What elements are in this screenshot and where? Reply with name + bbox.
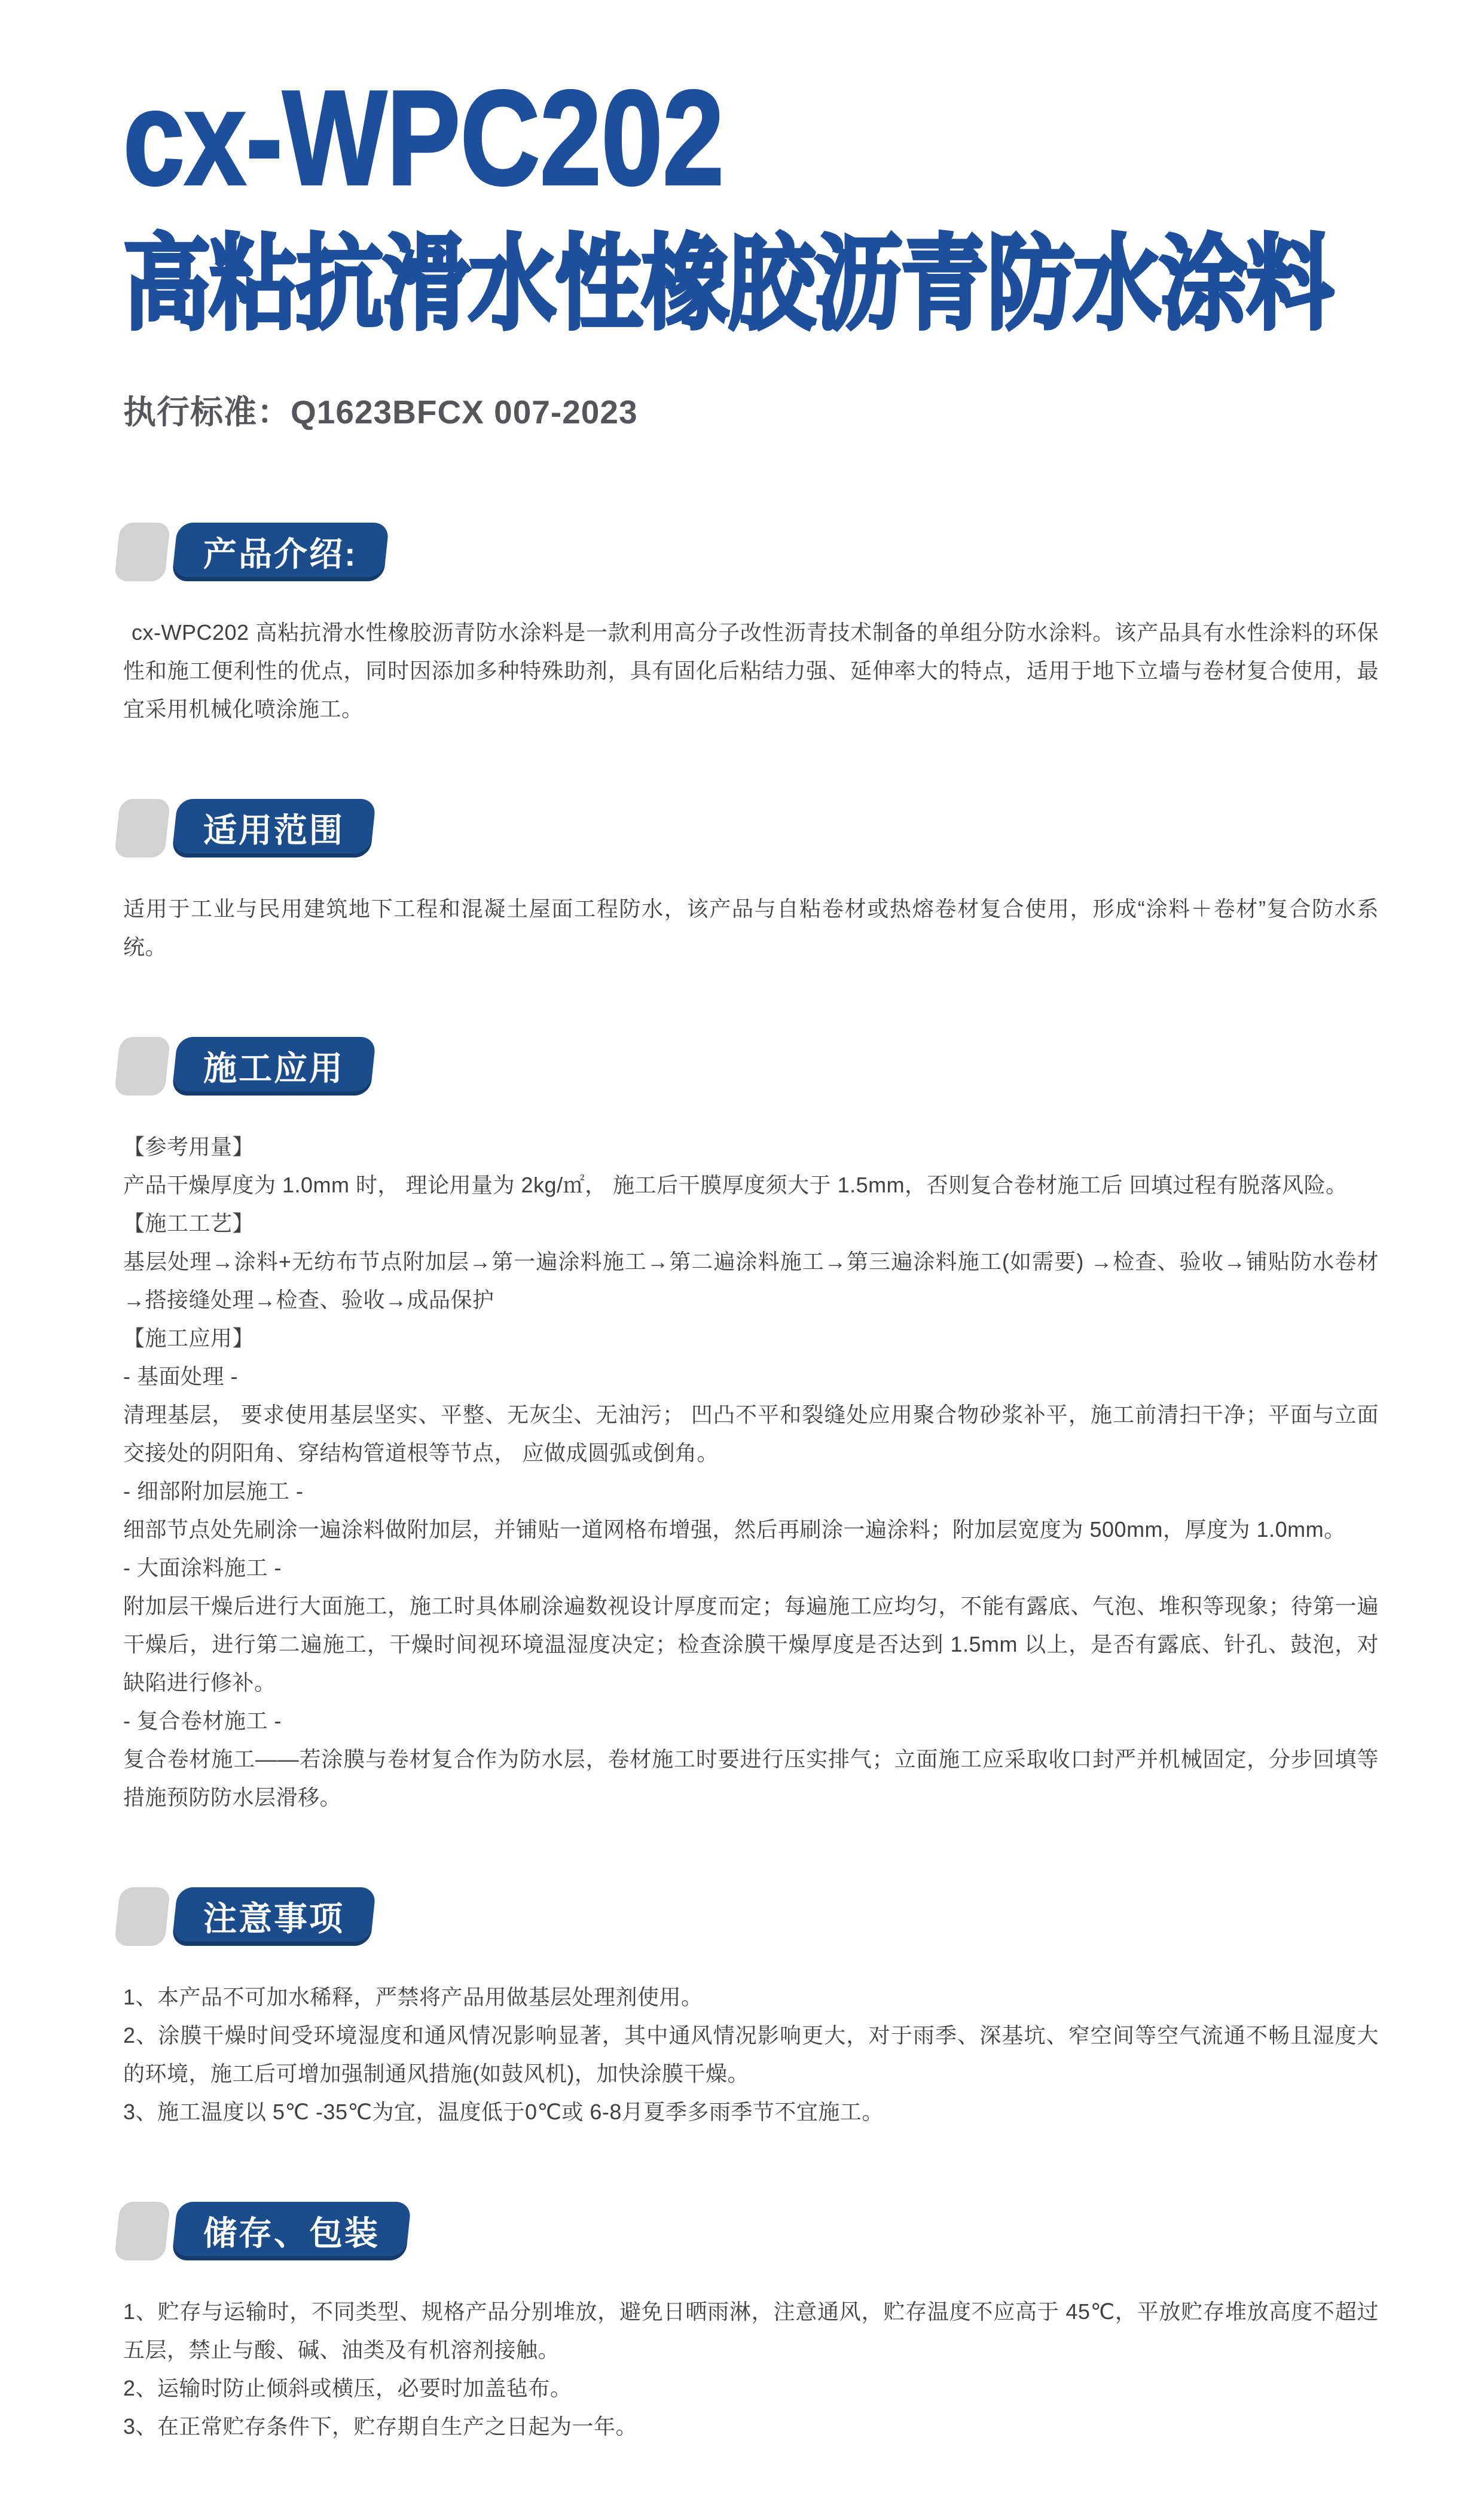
- section-ghost-shape: [114, 1887, 170, 1946]
- section-badge: [172, 1887, 376, 1946]
- section-header: [117, 799, 1379, 858]
- section-application-scope: [123, 799, 1379, 966]
- paragraph: 清理基层， 要求使用基层坚实、平整、无灰尘、无油污； 凹凸不平和裂缝处应用聚合物砂浆补平，施工前清扫干净；平面与立面交接处的阴阳角、穿结构管道根等节点， 应做成圆弧或倒角。: [123, 1402, 1379, 1465]
- product-name-title: 高粘抗滑水性橡胶沥青防水涂料: [123, 227, 1333, 341]
- section-title: 注意事项: [203, 1899, 344, 1937]
- paragraph: cx-WPC202 高粘抗滑水性橡胶沥青防水涂料是一款利用高分子改性沥青技术制备的单组分防水涂料。该产品具有水性涂料的环保性和施工便利性的优点，同时因添加多种特殊助剂，具有固化后粘结力强、延伸率大的特点，适用于地下立墙与卷材复合使用，最宜采用机械化喷涂施工。: [123, 620, 1379, 721]
- section-title: 施工应用: [203, 1049, 344, 1087]
- section-body: [123, 890, 1379, 966]
- paragraph: 适用于工业与民用建筑地下工程和混凝土屋面工程防水，该产品与自粘卷材或热熔卷材复合使用，形成“涂料＋卷材”复合防水系统。: [123, 896, 1379, 959]
- section-ghost-shape: [114, 2202, 170, 2260]
- paragraph: - 细部附加层施工 -: [123, 1478, 304, 1503]
- product-code-title: cx-WPC202: [123, 62, 724, 213]
- section-ghost-shape: [114, 799, 170, 858]
- paragraph: - 复合卷材施工 -: [123, 1708, 282, 1733]
- section-body: [123, 1978, 1379, 2131]
- section-construction-application: [123, 1037, 1379, 1817]
- section-badge: [172, 1037, 376, 1096]
- section-title: 产品介绍:: [203, 535, 358, 573]
- section-precautions: [123, 1887, 1379, 2131]
- section-header: [117, 1037, 1379, 1096]
- section-body: [123, 614, 1379, 728]
- section-header: [117, 523, 1379, 581]
- section-badge: [172, 799, 376, 858]
- paragraph: 【施工应用】: [123, 1325, 255, 1350]
- paragraph: - 基面处理 -: [123, 1363, 238, 1389]
- paragraph: 复合卷材施工——若涂膜与卷材复合作为防水层，卷材施工时要进行压实排气；立面施工应采取收口封严并机械固定，分步回填等措施预防防水层滑移。: [123, 1746, 1379, 1810]
- section-storage-packaging: [123, 2202, 1379, 2446]
- paragraph: 【施工工艺】: [123, 1210, 255, 1235]
- paragraph: 3、施工温度以 5℃ -35℃为宜，温度低于0℃或 6-8月夏季多雨季节不宜施工。: [123, 2099, 884, 2124]
- paragraph: - 大面涂料施工 -: [123, 1555, 282, 1580]
- paragraph: 细部节点处先刷涂一遍涂料做附加层，并铺贴一道网格布增强，然后再刷涂一遍涂料；附加层宽度为 500mm，厚度为 1.0mm。: [123, 1517, 1346, 1542]
- section-ghost-shape: [114, 1037, 170, 1096]
- section-body: [123, 2293, 1379, 2446]
- section-badge: [172, 2202, 411, 2260]
- section-body: [123, 1128, 1379, 1817]
- section-badge: [172, 523, 389, 581]
- paragraph: 1、本产品不可加水稀释，严禁将产品用做基层处理剂使用。: [123, 1984, 703, 2009]
- section-header: [117, 2202, 1379, 2260]
- section-header: [117, 1887, 1379, 1946]
- paragraph: 【参考用量】: [123, 1134, 255, 1159]
- paragraph: 附加层干燥后进行大面施工，施工时具体刷涂遍数视设计厚度而定；每遍施工应均匀，不能有露底、气泡、堆积等现象；待第一遍干燥后，进行第二遍施工，干燥时间视环境温湿度决定；检查涂膜干燥厚度是否达到 1.5mm 以上，是否有露底、针孔、鼓泡，对缺陷进行修补。: [123, 1593, 1379, 1695]
- section-title: 适用范围: [203, 811, 344, 849]
- section-ghost-shape: [114, 523, 170, 581]
- paragraph: 1、贮存与运输时，不同类型、规格产品分别堆放，避免日晒雨淋，注意通风，贮存温度不应高于 45℃，平放贮存堆放高度不超过五层，禁止与酸、碱、油类及有机溶剂接触。: [123, 2299, 1379, 2362]
- section-product-intro: [123, 523, 1379, 728]
- section-title: 储存、包装: [203, 2214, 380, 2252]
- execution-standard: 执行标准：Q1623BFCX 007-2023: [123, 393, 638, 431]
- paragraph: 2、涂膜干燥时间受环境湿度和通风情况影响显著，其中通风情况影响更大，对于雨季、深基坑、窄空间等空气流通不畅且湿度大的环境，施工后可增加强制通风措施(如鼓风机)，加快涂膜干燥。: [123, 2022, 1379, 2086]
- paragraph: 基层处理→涂料+无纺布节点附加层→第一遍涂料施工→第二遍涂料施工→第三遍涂料施工(如需要) →检查、验收→铺贴防水卷材→搭接缝处理→检查、验收→成品保护: [123, 1249, 1379, 1312]
- paragraph: 产品干燥厚度为 1.0mm 时， 理论用量为 2kg/㎡， 施工后干膜厚度须大于 1.5mm，否则复合卷材施工后 回填过程有脱落风险。: [123, 1172, 1348, 1197]
- paragraph: 2、运输时防止倾斜或横压，必要时加盖毡布。: [123, 2375, 572, 2400]
- paragraph: 3、在正常贮存条件下，贮存期自生产之日起为一年。: [123, 2413, 638, 2439]
